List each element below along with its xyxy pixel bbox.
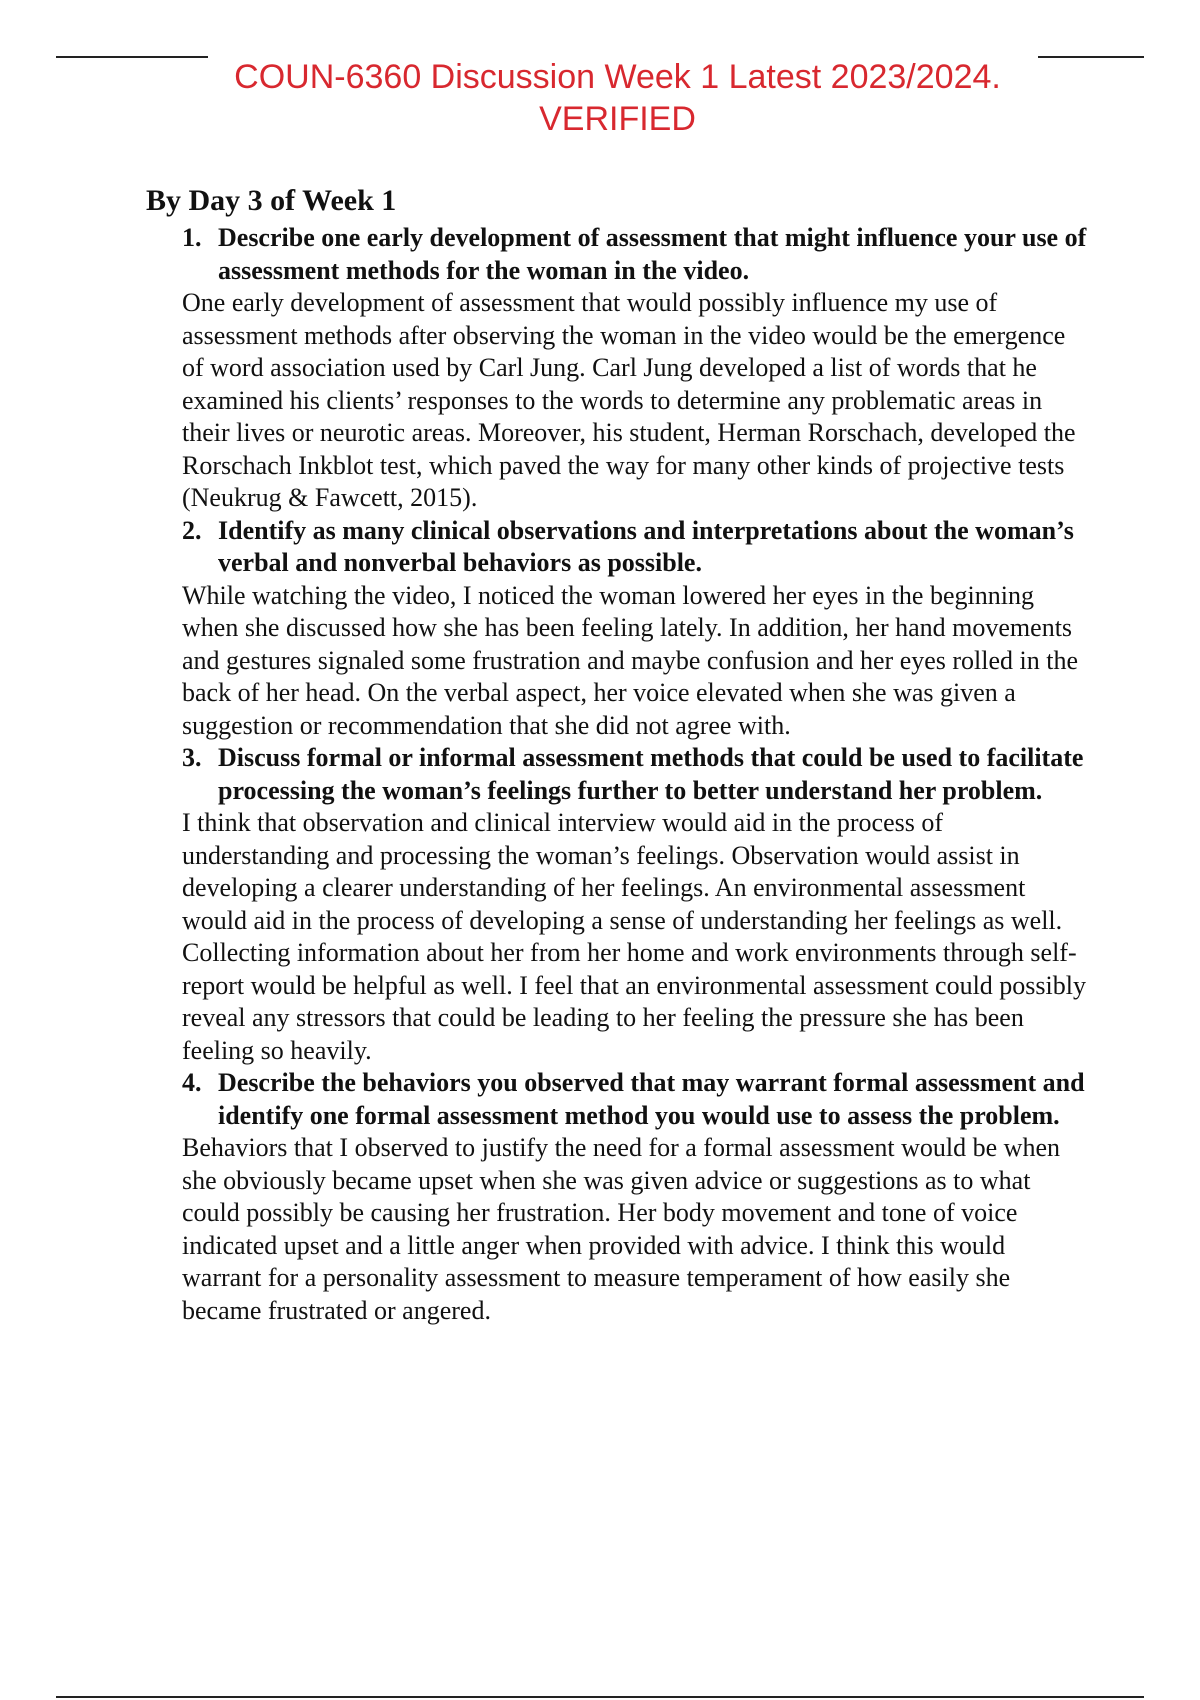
document-body: [146, 180, 1087, 1327]
question-text: Describe the behaviors you observed that may warrant formal assessment and identify one formal assessment method you would use to assess the problem.: [218, 1068, 1085, 1130]
section-heading: By Day 3 of Week 1: [146, 184, 397, 217]
question-number: 3.: [182, 743, 202, 772]
question-text: Describe one early development of assessment that might influence your use of assessment methods for the woman in the video.: [218, 223, 1087, 285]
question-number: 1.: [182, 223, 202, 252]
answer-1: One early development of assessment that would possibly influence my use of assessment methods after observing the woman in the video would be the emergence of word association used by Carl Jung. Carl Jung developed a list of words that he examined his clients’ responses to the words to determine any problematic areas in their lives or neurotic areas. Moreover, his student, Herman Rorschach, developed the Rorschach Inkblot test, which paved the way for many other kinds of projective tests (Neukrug & Fawcett, 2015).: [182, 288, 1076, 512]
question-number: 4.: [182, 1068, 202, 1097]
question-text: Discuss formal or informal assessment methods that could be used to facilitate processing the woman’s feelings further to better understand her problem.: [218, 743, 1084, 805]
answer-3: I think that observation and clinical interview would aid in the process of understanding and processing the woman’s feelings. Observation would assist in developing a clearer understanding of her feelings. An environmental assessment would aid in the process of developing a sense of understanding her feelings as well. Collecting information about her from her home and work environments through self-report would be helpful as well. I feel that an environmental assessment could possibly reveal any stressors that could be leading to her feeling the pressure she has been feeling so heavily.: [182, 808, 1086, 1065]
question-2: [182, 515, 1087, 580]
document-title-line-1: COUN-6360 Discussion Week 1 Latest 2023/2024.: [234, 58, 1001, 96]
question-1: [182, 222, 1087, 287]
document-title-line-2: VERIFIED: [539, 100, 696, 138]
answer-2: While watching the video, I noticed the woman lowered her eyes in the beginning when she discussed how she has been feeling lately. In addition, her hand movements and gestures signaled some frustration and maybe confusion and her eyes rolled in the back of her head. On the verbal aspect, her voice elevated when she was given a suggestion or recommendation that she did not agree with.: [182, 580, 1079, 740]
question-number: 2.: [182, 515, 202, 545]
question-4: [182, 1067, 1087, 1132]
document-title: [150, 56, 1085, 140]
question-3: [182, 742, 1087, 807]
bottom-rule: [56, 1696, 1144, 1698]
question-text: Identify as many clinical observations and interpretations about the woman’s verbal and nonverbal behaviors as possible.: [218, 515, 1074, 577]
answer-4: Behaviors that I observed to justify the need for a formal assessment would be when she obviously became upset when she was given advice or suggestions as to what could possibly be causing her frustration. Her body movement and tone of voice indicated upset and a little anger when provided with advice. I think this would warrant for a personality assessment to measure temperament of how easily she became frustrated or angered.: [182, 1133, 1060, 1325]
